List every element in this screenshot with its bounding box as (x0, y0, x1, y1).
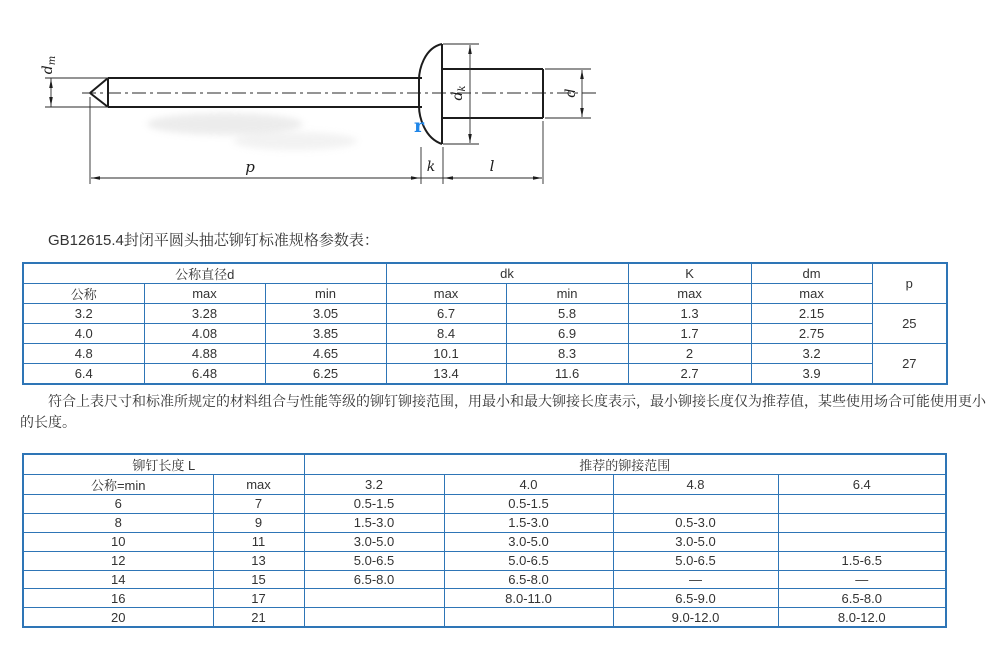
rivet-mandrel-outline (90, 78, 422, 107)
cell: 3.0-5.0 (444, 532, 613, 551)
cell: 3.2 (23, 304, 144, 324)
col-header: K (628, 263, 751, 284)
cell: 0.5-1.5 (304, 495, 444, 514)
cell: 4.0 (23, 324, 144, 344)
table-row (23, 454, 946, 475)
cell: 2.75 (751, 324, 872, 344)
cell: 5.8 (506, 304, 628, 324)
cell: 5.0-6.5 (613, 551, 778, 570)
blue-watermark-icon: r (414, 115, 425, 137)
cell: 2.15 (751, 304, 872, 324)
spec-table (22, 262, 948, 385)
cell: 8 (23, 513, 213, 532)
cell: 6.5-8.0 (444, 570, 613, 589)
rivet-technical-drawing (0, 0, 620, 210)
cell (444, 608, 613, 627)
cell (778, 495, 946, 514)
cell: 6.5-8.0 (778, 589, 946, 608)
col-header: dm (751, 263, 872, 284)
col-header: max (144, 284, 265, 304)
cell: 1.5-3.0 (304, 513, 444, 532)
cell: — (613, 570, 778, 589)
cell: 9 (213, 513, 304, 532)
col-header: p (872, 263, 947, 304)
col-header: max (628, 284, 751, 304)
cell: 8.3 (506, 344, 628, 364)
dimension-arrows (49, 45, 584, 180)
table-row (23, 608, 946, 627)
col-header: 铆钉长度 L (23, 454, 304, 475)
cell: 12 (23, 551, 213, 570)
cell: 3.2 (751, 344, 872, 364)
k-dimension-label: k (426, 159, 436, 175)
table-row (23, 513, 946, 532)
cell: 10 (23, 532, 213, 551)
cell: 6.25 (265, 364, 386, 385)
cell (778, 513, 946, 532)
col-header: 4.8 (613, 475, 778, 495)
col-header: 6.4 (778, 475, 946, 495)
col-header: max (751, 284, 872, 304)
cell: 1.7 (628, 324, 751, 344)
cell: 8.0-11.0 (444, 589, 613, 608)
table-row (23, 344, 947, 364)
col-header: 4.0 (444, 475, 613, 495)
cell (304, 589, 444, 608)
rivet-range-note: 符合上表尺寸和标准所规定的材料组合与性能等级的铆钉铆接范围，用最小和最大铆接长度表示，最小铆接长度仅为推荐值，某些使用场合可能使用更小的长度。 (20, 393, 986, 430)
cell: 8.4 (386, 324, 506, 344)
table-row (23, 475, 946, 495)
cell: 25 (872, 304, 947, 344)
cell: 16 (23, 589, 213, 608)
watermark-residue (147, 113, 357, 150)
length-table (22, 453, 947, 628)
col-header: max (386, 284, 506, 304)
cell: 10.1 (386, 344, 506, 364)
cell: 6.9 (506, 324, 628, 344)
table-row (23, 551, 946, 570)
col-header: max (213, 475, 304, 495)
cell: 27 (872, 344, 947, 385)
cell: 9.0-12.0 (613, 608, 778, 627)
table-row (23, 364, 947, 385)
table-row (23, 324, 947, 344)
cell: 21 (213, 608, 304, 627)
cell: 4.8 (23, 344, 144, 364)
cell: 1.5-6.5 (778, 551, 946, 570)
spec-table-title: GB12615.4封闭平圆头抽芯铆钉标准规格参数表： (48, 232, 379, 249)
table-row (23, 570, 946, 589)
cell: 3.05 (265, 304, 386, 324)
p-dimension-label: p (245, 158, 255, 176)
cell (778, 532, 946, 551)
cell: 11.6 (506, 364, 628, 385)
cell: 11 (213, 532, 304, 551)
cell: 3.28 (144, 304, 265, 324)
cell: 3.0-5.0 (304, 532, 444, 551)
table-row (23, 263, 947, 284)
cell: 0.5-1.5 (444, 495, 613, 514)
cell: 13 (213, 551, 304, 570)
cell: 0.5-3.0 (613, 513, 778, 532)
cell: 1.5-3.0 (444, 513, 613, 532)
cell: 6.5-8.0 (304, 570, 444, 589)
extension-lines (45, 44, 591, 184)
cell: 3.9 (751, 364, 872, 385)
table-row (23, 304, 947, 324)
cell: 13.4 (386, 364, 506, 385)
dimension-lines (51, 45, 582, 178)
dk-dimension-label: $d_k$ (450, 85, 468, 101)
col-header: 推荐的铆接范围 (304, 454, 946, 475)
l-dimension-label: l (489, 157, 495, 175)
cell: 4.88 (144, 344, 265, 364)
dm-dimension-label: $d_m$ (40, 55, 58, 75)
cell: 4.65 (265, 344, 386, 364)
col-header: min (265, 284, 386, 304)
cell: 6.48 (144, 364, 265, 385)
col-header: min (506, 284, 628, 304)
cell: 8.0-12.0 (778, 608, 946, 627)
cell: 6.7 (386, 304, 506, 324)
cell: 3.85 (265, 324, 386, 344)
cell: 6 (23, 495, 213, 514)
col-header: 公称=min (23, 475, 213, 495)
cell: 2 (628, 344, 751, 364)
cell: 4.08 (144, 324, 265, 344)
cell: 7 (213, 495, 304, 514)
cell: 17 (213, 589, 304, 608)
col-header: 公称 (23, 284, 144, 304)
cell: 6.5-9.0 (613, 589, 778, 608)
cell (613, 495, 778, 514)
col-header: dk (386, 263, 628, 284)
cell: 1.3 (628, 304, 751, 324)
cell: 15 (213, 570, 304, 589)
col-header: 公称直径d (23, 263, 386, 284)
cell (304, 608, 444, 627)
cell: 2.7 (628, 364, 751, 385)
table-row (23, 495, 946, 514)
cell: 6.4 (23, 364, 144, 385)
cell: 5.0-6.5 (444, 551, 613, 570)
col-header: 3.2 (304, 475, 444, 495)
cell: 14 (23, 570, 213, 589)
d-dimension-label: d (563, 88, 579, 98)
cell: 5.0-6.5 (304, 551, 444, 570)
table-row (23, 284, 947, 304)
cell: 3.0-5.0 (613, 532, 778, 551)
table-row (23, 589, 946, 608)
cell: — (778, 570, 946, 589)
cell: 20 (23, 608, 213, 627)
table-row (23, 532, 946, 551)
